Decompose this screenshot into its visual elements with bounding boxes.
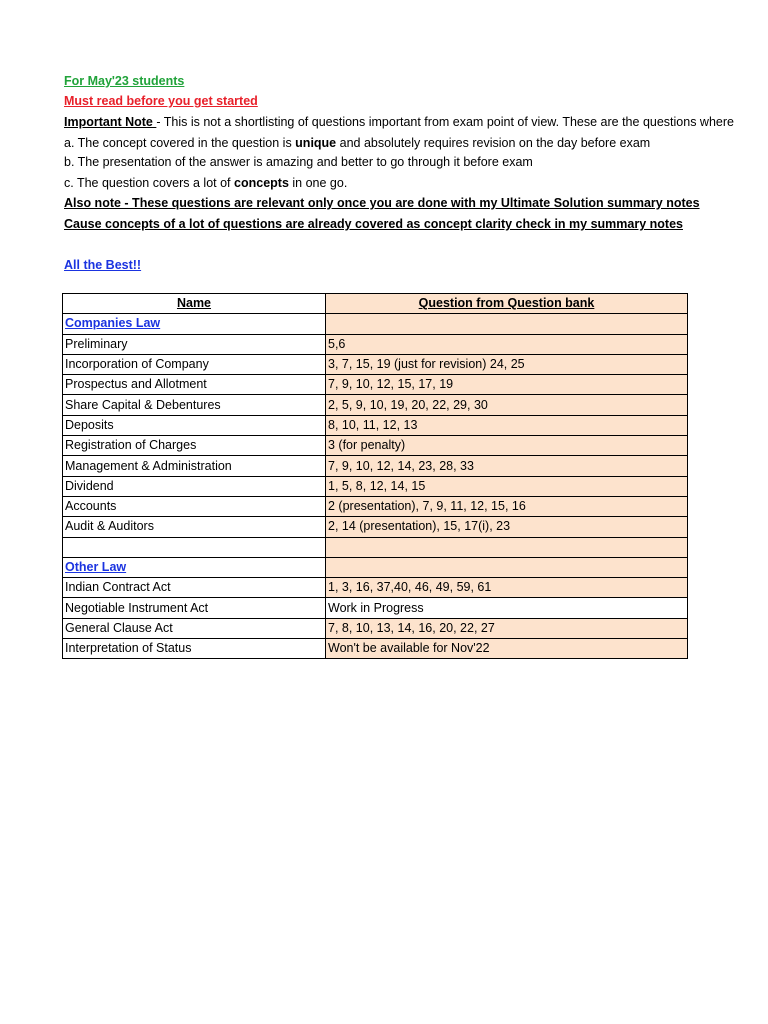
table-row [63,456,688,476]
table-row [63,639,688,659]
row-questions: 1, 5, 8, 12, 14, 15 [326,476,688,496]
row-name: General Clause Act [63,618,326,638]
cause-note-line [64,217,687,231]
row-questions: Won't be available for Nov'22 [326,639,688,659]
point-a-rest: and absolutely requires revision on the day before exam [336,136,651,150]
point-c-bold: concepts [234,176,289,190]
row-questions: 7, 9, 10, 12, 15, 17, 19 [326,375,688,395]
important-note-text: - This is not a shortlisting of questions important from exam point of view. These are the questions where [156,115,734,129]
row-name: Audit & Auditors [63,517,326,537]
empty-cell [63,537,326,557]
row-name: Accounts [63,496,326,516]
row-questions: 2, 5, 9, 10, 19, 20, 22, 29, 30 [326,395,688,415]
section-row-other-law [63,557,688,577]
table-row [63,496,688,516]
col-questions-header: Question from Question bank [326,294,688,314]
row-name: Share Capital & Debentures [63,395,326,415]
row-questions: 2, 14 (presentation), 15, 17(i), 23 [326,517,688,537]
question-table [62,293,688,659]
table-row [63,476,688,496]
row-questions: 1, 3, 16, 37,40, 46, 49, 59, 61 [326,578,688,598]
also-note: Also note - These questions are relevant only once you are done with my Ultimate Solution summary notes [64,196,700,210]
empty-cell [326,557,688,577]
table-row [63,598,688,618]
other-law-link[interactable]: Other Law [63,557,326,577]
all-the-best: All the Best!! [64,258,142,272]
row-name: Incorporation of Company [63,354,326,374]
point-a [64,136,650,150]
table-row [63,618,688,638]
empty-cell [326,537,688,557]
table-row [63,415,688,435]
table-row [63,436,688,456]
section-row-companies-law [63,314,688,334]
row-name: Management & Administration [63,456,326,476]
row-name: Indian Contract Act [63,578,326,598]
row-questions: 5,6 [326,334,688,354]
row-questions: 3, 7, 15, 19 (just for revision) 24, 25 [326,354,688,374]
row-name: Registration of Charges [63,436,326,456]
point-c-text: c. The question covers a lot of [64,176,235,190]
row-name: Deposits [63,415,326,435]
must-read-heading: Must read before you get started [64,94,258,108]
row-name: Preliminary [63,334,326,354]
row-questions: 2 (presentation), 7, 9, 11, 12, 15, 16 [326,496,688,516]
table-row [63,578,688,598]
table-row [63,375,688,395]
companies-law-link[interactable]: Companies Law [63,314,326,334]
students-heading: For May'23 students [64,74,185,88]
point-c [64,176,347,190]
row-name: Interpretation of Status [63,639,326,659]
row-questions: 8, 10, 11, 12, 13 [326,415,688,435]
cause-note: Cause concepts of a lot of questions are already covered as concept clarity check in my summary notes [64,217,683,231]
row-questions: 3 (for penalty) [326,436,688,456]
also-note-wrapper [64,196,700,214]
point-b: b. The presentation of the answer is amazing and better to go through it before exam [64,155,533,169]
row-name: Prospectus and Allotment [63,375,326,395]
point-a-text: a. The concept covered in the question is [64,136,296,150]
point-a-bold: unique [295,136,337,150]
row-name: Negotiable Instrument Act [63,598,326,618]
table-row [63,334,688,354]
table-row [63,395,688,415]
point-c-rest: in one go. [288,176,348,190]
must-read-wrapper [64,94,687,112]
row-questions: 7, 8, 10, 13, 14, 16, 20, 22, 27 [326,618,688,638]
row-questions: Work in Progress [326,598,688,618]
empty-cell [326,314,688,334]
row-questions: 7, 9, 10, 12, 14, 23, 28, 33 [326,456,688,476]
row-name: Dividend [63,476,326,496]
col-name-header: Name [63,294,326,314]
blank-row [63,537,688,557]
important-note-line [64,115,734,129]
table-header-row [63,294,688,314]
table-row [63,517,688,537]
table-row [63,354,688,374]
important-note-label: Important Note [64,115,157,129]
